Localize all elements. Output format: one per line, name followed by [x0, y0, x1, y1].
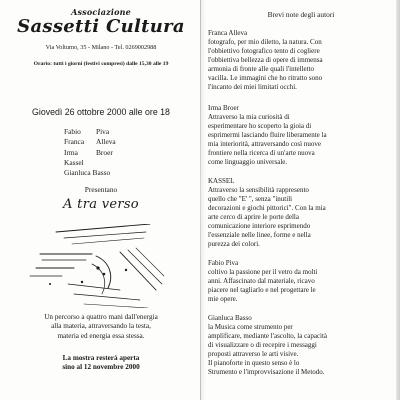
bio-line: anni. Affascinato dal materiale, ricavo [208, 277, 315, 285]
artist-row [64, 137, 116, 147]
artwork-stroke [64, 232, 146, 238]
bio-fabio-piva [208, 259, 394, 304]
description-line: Un percorso a quattro mani dall'energia [44, 313, 158, 321]
bio-line: piacere nel tagliarlo e nel progettare le [208, 286, 316, 294]
bio-line: armonia di fronte alle quali l'intelletto [208, 65, 315, 73]
artwork-dot [103, 273, 106, 276]
artwork-stroke [72, 238, 144, 244]
artist-row [64, 158, 116, 168]
artist-last-name: Broer [96, 147, 113, 157]
exhibition-title: A tra verso [63, 197, 139, 212]
artwork-stroke [84, 304, 148, 308]
association-label: Associazione [71, 7, 131, 17]
bio-line: frontiere nella ricerca di un'arte nuova [208, 149, 315, 157]
artwork-dot [81, 281, 83, 283]
bio-line: amplificare, mediante l'ascolto, la capacità [208, 332, 328, 340]
right-panel [208, 0, 394, 400]
closing-note [8, 354, 194, 373]
bio-line: Attraverso la mia curiosità di [208, 113, 290, 121]
bio-line: coltivo la passione per il vetro da molti [208, 268, 318, 276]
artist-list [64, 127, 116, 178]
bio-gianluca-basso [208, 314, 394, 377]
bio-line: esperimentare ho scoperto la gioia di [208, 122, 312, 130]
artwork-dot [49, 283, 51, 285]
closing-line: La mostra resterà aperta [62, 354, 140, 362]
artist-last-name: Piva [96, 127, 110, 136]
bio-line: mia interiorità, attraversando così nuove [208, 140, 321, 148]
description-line: alla materia, attraversando la testa, [51, 322, 151, 331]
bio-text [208, 323, 394, 377]
bio-line: vacilla. Le immagini che ho ritratto sono [208, 74, 323, 82]
artwork-stroke [74, 294, 140, 300]
artwork-strokes [30, 224, 164, 308]
description-line: materia ed energia essa stessa. [57, 331, 145, 340]
bio-line: come linguaggio universale. [208, 158, 288, 166]
bio-line: Il pianoforte in questo senso è lo [208, 359, 300, 367]
bio-line: Strumento e l'improvvisazione il Metodo. [208, 368, 325, 376]
left-panel [8, 0, 194, 400]
bio-line: esprimermi lasciando fluire liberamente la [208, 131, 327, 139]
artwork-image [28, 224, 168, 308]
bio-line: comunicazione interiore esprimendo [208, 222, 311, 230]
bio-kassel [208, 177, 394, 249]
artwork-stroke [68, 284, 120, 290]
artist-row [64, 168, 116, 178]
address: Via Volturno, 35 - Milano - Tel. 0269002988 [45, 44, 157, 51]
artist-first-name: Fabio [64, 127, 81, 136]
bio-line: proposti attraverso le arti visive. [208, 350, 299, 358]
bio-name: KASSEL [208, 177, 235, 185]
association-logo: Sassetti Cultura [17, 16, 185, 37]
artwork-stroke [96, 256, 111, 288]
bio-name: Fabio Piva [208, 259, 239, 267]
artist-first-name: Irma [64, 147, 78, 157]
bio-line: la Musica come strumento per [208, 323, 293, 331]
artist-first-name: Gianluca Basso [64, 168, 111, 178]
bio-line: quello che "E' ", senza "inutili [208, 195, 293, 203]
presentano-label: Presentano [84, 185, 118, 194]
bio-irma-broer [208, 104, 394, 167]
opening-hours: Orario: tutti i giorni (festivi compresi) dalle 15,30 alle 19 [33, 61, 169, 67]
bio-line: l'essenziale nelle linee, forme e nella [208, 231, 311, 239]
scan-edge [396, 0, 400, 400]
bio-name: Gianluca Basso [208, 314, 252, 322]
bio-line: fotografo, per mio diletto, la natura. Con [208, 38, 322, 46]
bio-line: Attraverso la sensibilità rappresento [208, 186, 309, 194]
bio-line: di visualizzare o di recepire i messaggi [208, 341, 317, 349]
artist-row [64, 127, 116, 137]
bio-line: arte cerco di aprire le porte della [208, 213, 299, 221]
artist-first-name: Franca [64, 137, 85, 147]
artist-first-name: Kassel [64, 157, 84, 167]
closing-line: sino al 12 novembre 2000 [62, 363, 140, 372]
bio-text [208, 38, 394, 92]
exhibition-description [8, 313, 194, 341]
bio-text [208, 186, 394, 249]
bio-name: Irma Broer [208, 104, 239, 112]
bio-line: l'incanto dei miei limitati occhi. [208, 83, 297, 91]
bio-line: mie opere. [208, 295, 238, 303]
bio-line: purezza dei colori. [208, 240, 260, 248]
artwork-stroke [56, 224, 150, 232]
bio-line: l'obbiettivo fotografico tento di cogliere [208, 47, 320, 55]
artwork-dot [96, 266, 99, 269]
notes-title: Brevi note degli autori [267, 10, 335, 19]
fold-shadow [201, 0, 206, 400]
artist-row [64, 148, 116, 158]
event-date: Giovedì 26 ottobre 2000 alle ore 18 [32, 107, 170, 117]
bio-franca-alleva [208, 29, 394, 92]
bio-text [208, 113, 394, 167]
bio-text [208, 268, 394, 304]
bio-line: l'obbiettiva bellezza di opere di immensa [208, 56, 323, 64]
bio-line: decorazioni e giochi pittorici". Con la mia [208, 204, 326, 212]
artwork-dot [125, 269, 127, 271]
bio-name: Franca Alleva [208, 29, 248, 37]
artist-last-name: Alleva [96, 137, 116, 147]
